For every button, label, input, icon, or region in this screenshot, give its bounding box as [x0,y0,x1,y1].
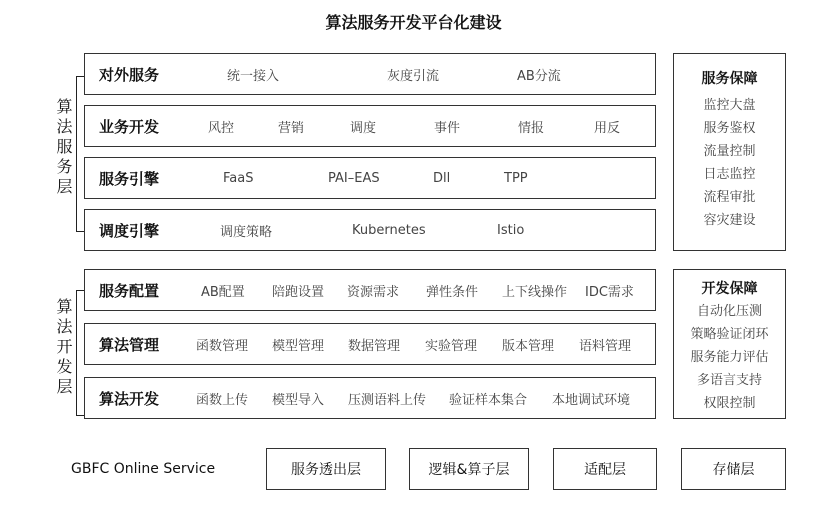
row-scheduling-engine [84,209,656,251]
bottom-box-storage: 存储层 [681,448,786,490]
row-item: 函数上传 [196,392,249,408]
row-item: 本地调试环境 [552,392,631,408]
row-external-service [84,53,656,95]
row-algorithm-dev [84,377,656,419]
service-guarantee-item: 监控大盘 [703,98,756,113]
row-item: 验证样本集合 [449,392,528,408]
row-item: 调度策略 [220,224,273,240]
row-item: 风控 [208,120,235,136]
row-item: TPP [504,170,528,186]
row-item: 压测语料上传 [348,392,427,408]
service-guarantee-title: 服务保障 [701,71,758,87]
row-item: 营销 [278,120,305,136]
service-guarantee-item: 日志监控 [703,167,756,182]
row-item: 情报 [518,120,545,136]
row-item: 事件 [434,120,461,136]
row-item: 资源需求 [347,284,400,300]
row-business-dev [84,105,656,147]
row-item: Kubernetes [352,222,426,238]
row-title: 服务配置 [99,281,160,300]
row-item: 版本管理 [502,338,555,354]
row-item: 模型导入 [272,392,325,408]
row-title: 服务引擎 [99,169,160,188]
gbfc-online-service-label: GBFC Online Service [71,461,216,477]
row-title: 对外服务 [99,65,160,84]
row-item: 灰度引流 [387,68,440,84]
row-item: AB配置 [201,284,245,300]
row-item: Dll [433,170,451,186]
dev-guarantee-item: 多语言支持 [696,373,762,388]
dev-layer-label: 算法开发层 [54,298,73,398]
row-item: IDC需求 [585,284,634,300]
row-service-engine [84,157,656,199]
row-item: 用反 [594,120,621,136]
service-guarantee-item: 服务鉴权 [703,121,756,136]
dev-guarantee-item: 服务能力评估 [690,350,769,365]
row-item: Istio [497,222,525,238]
dev-guarantee-item: 权限控制 [703,396,756,411]
row-algorithm-management [84,323,656,365]
row-item: 上下线操作 [502,284,568,300]
dev-guarantee-item: 自动化压测 [696,304,762,319]
row-item: 函数管理 [196,338,249,354]
row-item: AB分流 [517,68,561,84]
row-item: 调度 [350,120,377,136]
service-guarantee-item: 流量控制 [703,144,756,159]
row-item: 实验管理 [425,338,478,354]
row-item: 统一接入 [227,68,280,84]
dev-guarantee-item: 策略验证闭环 [690,327,769,342]
bottom-box-adapter: 适配层 [553,448,657,490]
row-title: 业务开发 [99,117,160,136]
row-item: PAI–EAS [328,170,380,186]
row-item: FaaS [223,170,254,186]
bottom-box-service-exposure: 服务透出层 [266,448,386,490]
row-title: 算法开发 [99,389,160,408]
dev-guarantee-box [673,269,786,419]
row-item: 数据管理 [348,338,401,354]
bottom-box-logic-operator: 逻辑&算子层 [409,448,529,490]
row-item: 弹性条件 [426,284,479,300]
row-item: 语料管理 [579,338,632,354]
service-layer-label: 算法服务层 [54,98,73,198]
row-item: 模型管理 [272,338,325,354]
service-guarantee-item: 容灾建设 [703,213,756,228]
row-title: 算法管理 [99,335,160,354]
diagram-title: 算法服务开发平台化建设 [325,13,502,32]
row-service-config [84,269,656,311]
service-guarantee-item: 流程审批 [703,190,756,205]
dev-guarantee-title: 开发保障 [701,281,758,297]
row-item: 陪跑设置 [272,284,325,300]
row-title: 调度引擎 [99,221,160,240]
service-guarantee-box [673,53,786,251]
